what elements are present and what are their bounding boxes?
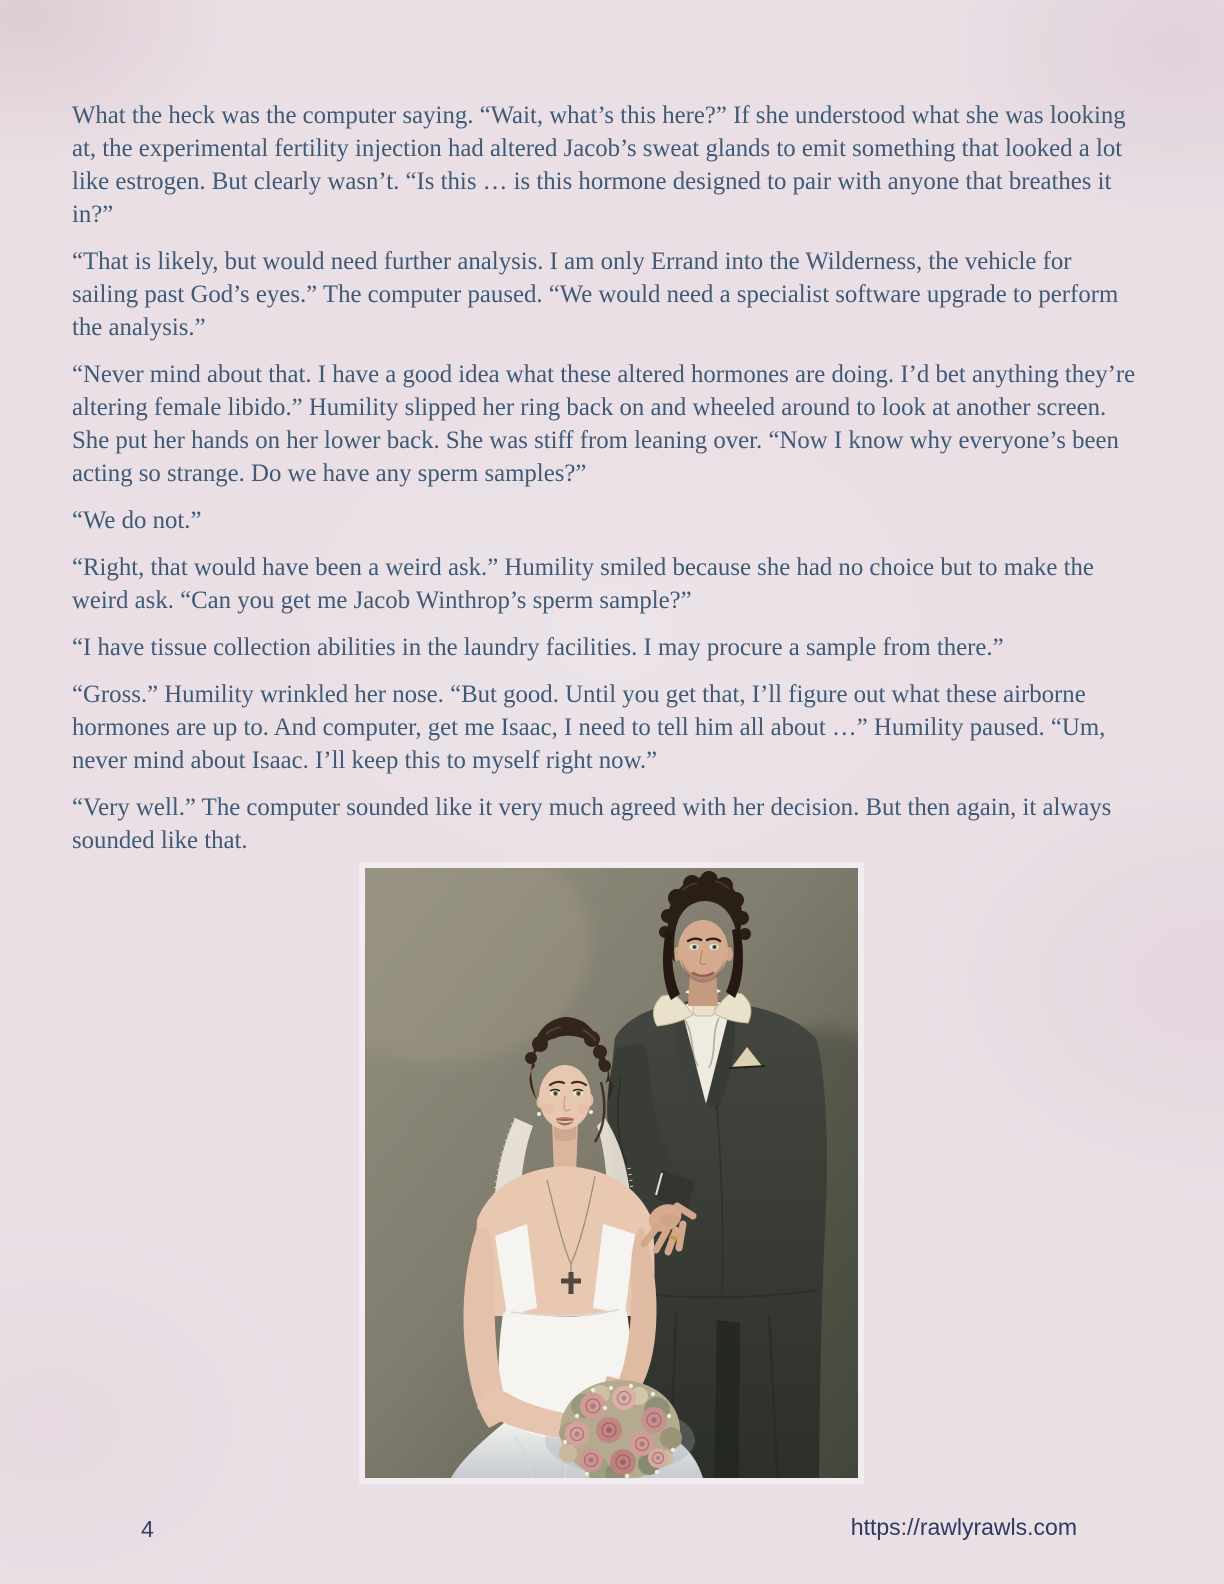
story-paragraph: “Very well.” The computer sounded like it very much agreed with her decision. But then again, it always sounded like that. [72,794,1112,854]
story-paragraph: “I have tissue collection abilities in the laundry facilities. I may procure a sample from there.” [72,634,1004,661]
story-paragraph: “We do not.” [72,507,202,534]
footer-url-link[interactable]: https://rawlyrawls.com [850,1514,1077,1540]
story-paragraph: “Right, that would have been a weird ask.” Humility smiled because she had no choice but to make the weird ask. “Can you get me Jacob Winthrop’s sperm sample?” [72,554,1094,614]
story-text-block [72,99,1136,871]
story-paragraph: “That is likely, but would need further analysis. I am only Errand into the Wilderness, the vehicle for sailing past God’s eyes.” The computer paused. “We would need a specialist software upgrade to perform the analysis.” [72,248,1119,341]
wedding-photo [365,868,858,1478]
story-paragraph: What the heck was the computer saying. “Wait, what’s this here?” If she understood what she was looking at, the experimental fertility injection had altered Jacob’s sweat glands to emit something that looked a lot like estrogen. But clearly wasn’t. “Is this … is this hormone designed to pair with anyone that breathes it in?” [72,102,1126,228]
page-number: 4 [141,1516,154,1542]
story-paragraph: “Never mind about that. I have a good idea what these altered hormones are doing. I’d bet anything they’re altering female libido.” Humility slipped her ring back on and wheeled around to look at another screen. She put her hands on her lower back. She was stiff from leaning over. “Now I know why everyone’s been acting so strange. Do we have any sperm samples?” [72,361,1136,487]
story-paragraph: “Gross.” Humility wrinkled her nose. “But good. Until you get that, I’ll figure out what these airborne hormones are up to. And computer, get me Isaac, I need to tell him all about …” Humility paused. “Um, never mind about Isaac. I’ll keep this to myself right now.” [72,681,1106,774]
